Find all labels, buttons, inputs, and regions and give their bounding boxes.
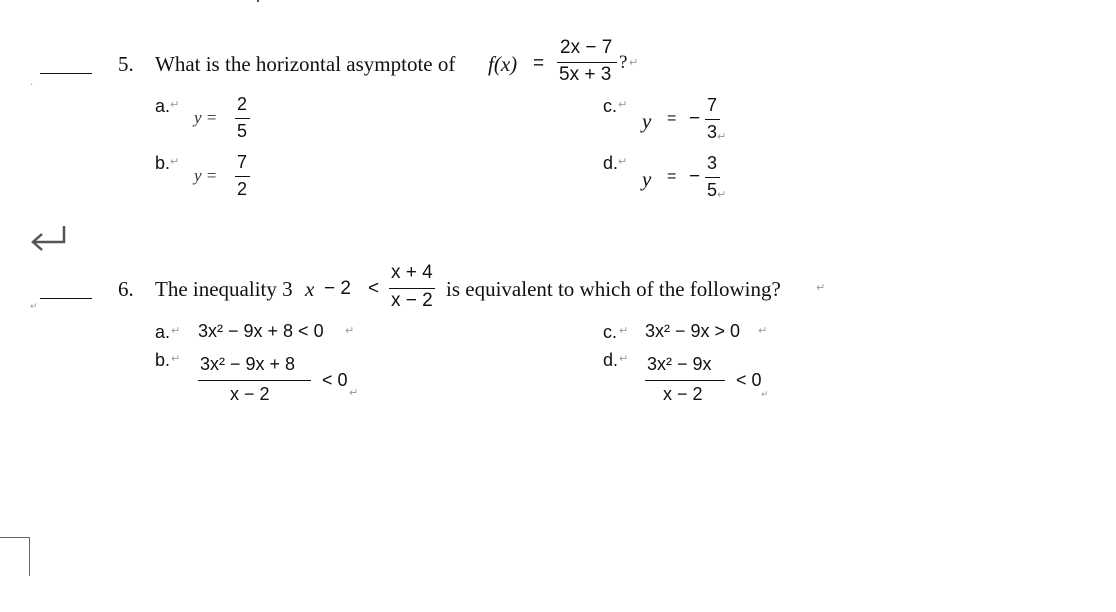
q5-fraction-denominator: 5x + 3: [559, 64, 612, 85]
q6-choice-b-label[interactable]: b.: [155, 350, 171, 370]
q6-choice-d-relation: < 0: [736, 370, 762, 390]
q5-choice-c-lhs: y: [642, 109, 652, 133]
q6-choice-b-relation: < 0: [322, 370, 348, 390]
q5-stem: What is the horizontal asymptote of: [155, 52, 456, 76]
q6-number: 6.: [118, 277, 134, 301]
q6-fraction-bar: [389, 288, 435, 289]
q5-choice-a-denominator: 5: [237, 121, 248, 141]
q5-fraction-bar: [557, 62, 617, 63]
q5-choice-d-sign: −: [689, 166, 701, 187]
q6-choice-d-denominator: x − 2: [663, 384, 703, 404]
q6-stem-end: is equivalent to which of the following?: [446, 277, 781, 301]
q5-choice-c-numerator: 7: [707, 95, 718, 115]
q6-choice-d-label[interactable]: d.: [603, 350, 619, 370]
q5-choice-c-mark: ↵: [618, 98, 628, 111]
q5-choice-a-numerator: 2: [237, 94, 248, 114]
q6-choice-b-mark: ↵: [171, 352, 181, 365]
q5-choice-d-label[interactable]: d.: [603, 153, 619, 173]
q5-choice-c-fraction-bar: [705, 119, 720, 120]
q6-choice-d-mark: ↵: [619, 352, 629, 365]
q5-choice-b-mark: ↵: [170, 155, 180, 168]
q6-stem-minus-two: − 2: [324, 278, 351, 299]
page-corner-mark: [0, 537, 30, 576]
q5-choice-d-end-mark: ↵: [717, 188, 727, 201]
q5-choice-d-equals: =: [667, 168, 677, 185]
q5-choice-d-numerator: 3: [707, 153, 718, 173]
q6-choice-d-numerator: 3x² − 9x: [647, 354, 712, 374]
q6-choice-a-expression: 3x² − 9x + 8 < 0: [198, 321, 324, 341]
q6-choice-a-label[interactable]: a.: [155, 322, 171, 342]
q5-choice-b-denominator: 2: [237, 179, 248, 199]
q6-small-mark: ↵: [30, 302, 38, 312]
q5-choice-b-label[interactable]: b.: [155, 153, 171, 173]
q5-choice-d-fraction-bar: [705, 177, 720, 178]
q5-answer-blank[interactable]: [40, 73, 92, 74]
q6-fraction-numerator: x + 4: [391, 262, 433, 283]
q6-choice-d-fraction-bar: [645, 380, 725, 381]
q6-choice-c-label[interactable]: c.: [603, 322, 618, 342]
q6-choice-a-mark: ↵: [171, 324, 181, 337]
q5-choice-c-label[interactable]: c.: [603, 96, 618, 116]
q5-choice-d-mark: ↵: [618, 155, 628, 168]
q6-choice-b-fraction-bar: [198, 380, 311, 381]
q5-fraction-numerator: 2x − 7: [560, 37, 613, 58]
q6-choice-b-end-mark: ↵: [349, 386, 359, 399]
q5-equals: =: [533, 53, 545, 74]
q6-choice-c-expression: 3x² − 9x > 0: [645, 321, 741, 341]
q5-choice-a-fraction-bar: [235, 118, 250, 119]
q6-choice-d-end-mark: ↵: [761, 390, 769, 400]
q5-choice-d-denominator: 5: [707, 180, 718, 200]
q5-choice-a-lhs: y =: [194, 108, 218, 127]
q5-choice-c-end-mark: ↵: [717, 130, 727, 143]
q5-small-mark: ·: [30, 80, 34, 91]
q6-choice-a-end-mark: ↵: [345, 324, 355, 337]
q6-choice-b-denominator: x − 2: [230, 384, 270, 404]
paragraph-return-icon: [28, 224, 68, 256]
q5-question-mark: ?: [619, 52, 628, 73]
q6-choice-b-numerator: 3x² − 9x + 8: [200, 354, 296, 374]
q6-stem-start: The inequality 3: [155, 277, 293, 301]
q5-choice-c-equals: =: [667, 110, 677, 127]
q5-choice-a-mark: ↵: [170, 98, 180, 111]
q5-choice-c-denominator: 3: [707, 122, 718, 142]
q5-function: f(x): [488, 52, 518, 76]
q5-choice-b-fraction-bar: [235, 176, 250, 177]
q6-less-than: <: [368, 278, 380, 299]
q6-answer-blank[interactable]: [40, 298, 92, 299]
top-stray-mark: [257, 0, 259, 2]
q6-choice-c-end-mark: ↵: [758, 324, 768, 337]
q5-para-mark: ↵: [629, 56, 639, 69]
q5-choice-b-lhs: y =: [194, 166, 218, 185]
q5-choice-c-sign: −: [689, 108, 701, 129]
q6-stem-x: x: [305, 277, 315, 301]
q6-choice-c-mark: ↵: [619, 324, 629, 337]
q5-choice-a-label[interactable]: a.: [155, 96, 171, 116]
q6-para-mark: ↵: [816, 281, 826, 294]
q5-choice-d-lhs: y: [642, 167, 652, 191]
q5-choice-b-numerator: 7: [237, 152, 248, 172]
q6-fraction-denominator: x − 2: [391, 290, 433, 311]
q5-number: 5.: [118, 52, 134, 76]
